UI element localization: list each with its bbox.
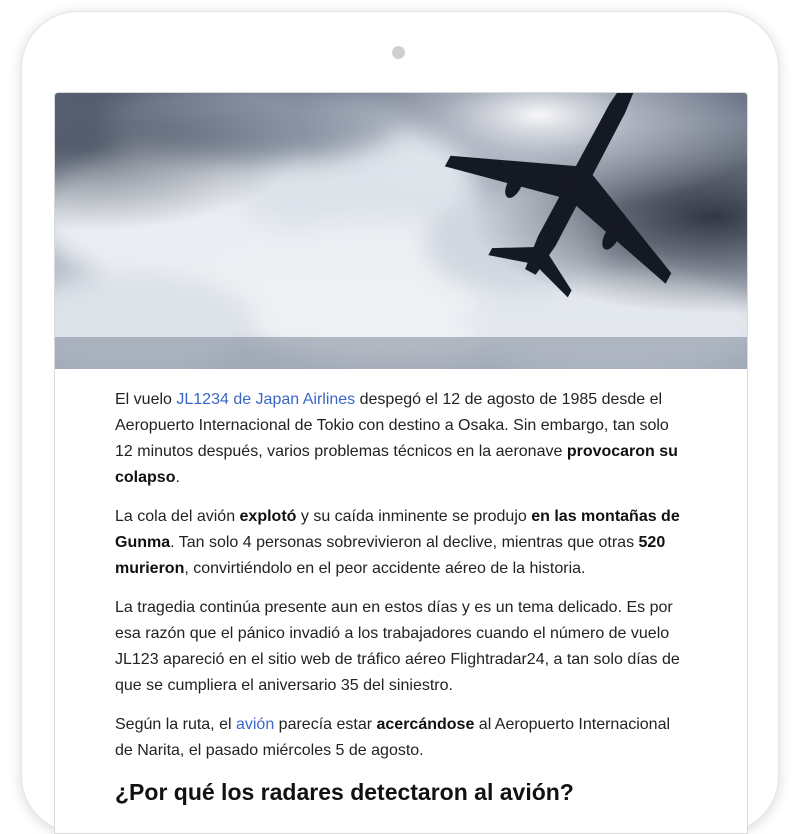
text: Según la ruta, el [115,716,236,733]
text: . [175,469,180,486]
hero-image [55,93,747,369]
text: , convirtiéndolo en el peor accidente aéreo de la historia. [184,560,586,577]
flight-link[interactable]: JL1234 de Japan Airlines [176,391,356,408]
article-body [55,369,747,807]
airplane-in-clouds-image [55,93,747,369]
bold-text: explotó [239,508,297,525]
paragraph-4 [115,712,687,764]
text: . Tan solo 4 personas sobrevivieron al declive, mientras que otras [170,534,639,551]
text: y su caída inminente se produjo [296,508,532,525]
front-camera [392,46,405,59]
bold-text: en las montañas de Gunma [115,508,680,551]
article-screen [54,92,748,834]
text: despegó el 12 de agosto de 1985 desde el Aeropuerto Internacional de Tokio con destino a Osaka. Sin embargo, tan solo 12 minutos después, varios problemas técnicos en la aeronave [115,391,669,460]
text: La cola del avión [115,508,240,525]
plane-link[interactable]: avión [235,716,275,733]
paragraph-1 [115,387,687,491]
text: al Aeropuerto Internacional de Narita, el pasado miércoles 5 de agosto. [115,716,671,759]
section-heading: ¿Por qué los radares detectaron al avión? [115,779,574,805]
bold-text: 520 murieron [115,534,666,577]
text: El vuelo [115,391,177,408]
tablet-frame [22,12,778,832]
bold-text: acercándose [376,716,475,733]
paragraph-2 [115,504,687,582]
text: parecía estar [274,716,377,733]
paragraph-3: La tragedia continúa presente aun en estos días y es un tema delicado. Es por esa razón que el pánico invadió a los trabajadores cuando el número de vuelo JL123 apareció en el sitio web de tráfico aéreo Flightradar24, a tan solo días de que se cumpliera el aniversario 35 del siniestro. [115,599,680,694]
bold-text: provocaron su colapso [115,443,678,486]
